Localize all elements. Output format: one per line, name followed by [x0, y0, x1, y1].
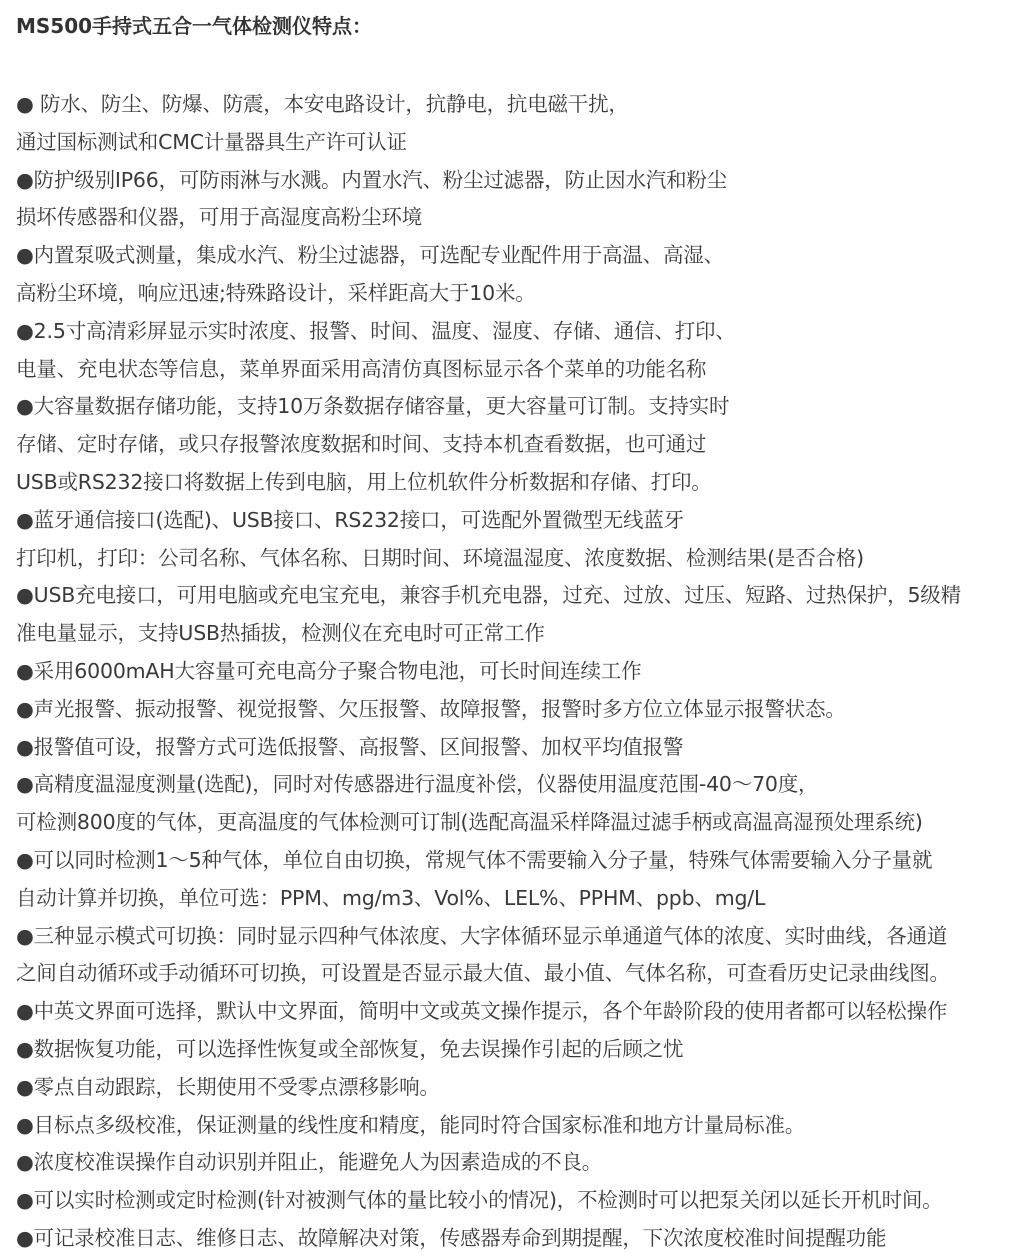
text-line: USB或RS232接口将数据上传到电脑，用上位机软件分析数据和存储、打印。: [16, 469, 712, 494]
text-line: 自动计算并切换，单位可选：PPM、mg/m3、Vol%、LEL%、PPHM、ppb、mg/L: [16, 885, 766, 910]
text-line: 打印机，打印：公司名称、气体名称、日期时间、环境温湿度、浓度数据、检测结果(是否合格): [16, 545, 864, 570]
text-line: ●三种显示模式可切换：同时显示四种气体浓度、大字体循环显示单通道气体的浓度、实时曲线，各通道: [16, 923, 948, 948]
text-line: ●中英文界面可选择，默认中文界面，简明中文或英文操作提示，各个年龄阶段的使用者都可以轻松操作: [16, 999, 948, 1024]
text-line: ●可以实时检测或定时检测(针对被测气体的量比较小的情况)，不检测时可以把泵关闭以延长开机时间。: [16, 1188, 943, 1213]
text-line: ●零点自动跟踪，长期使用不受零点漂移影响。: [16, 1074, 440, 1099]
text-line: 损坏传感器和仪器，可用于高湿度高粉尘环境: [16, 205, 422, 230]
text-line: ●大容量数据存储功能，支持10万条数据存储容量，更大容量可订制。支持实时: [16, 394, 730, 419]
text-line: ●声光报警、振动报警、视觉报警、欠压报警、故障报警，报警时多方位立体显示报警状态。: [16, 696, 846, 721]
text-line: 电量、充电状态等信息，菜单界面采用高清仿真图标显示各个菜单的功能名称: [16, 356, 707, 381]
text-line: ●内置泵吸式测量，集成水汽、粉尘过滤器，可选配专业配件用于高温、高湿、: [16, 243, 724, 268]
text-line: ●可记录校准日志、维修日志、故障解决对策，传感器寿命到期提醒，下次浓度校准时间提醒功能: [16, 1225, 887, 1250]
text-line: ●防护级别IP66，可防雨淋与水溅。内置水汽、粉尘过滤器，防止因水汽和粉尘: [16, 167, 727, 192]
text-line: ●目标点多级校准，保证测量的线性度和精度，能同时符合国家标准和地方计量局标准。: [16, 1112, 806, 1137]
feature-list: [16, 86, 1031, 1258]
text-line: 高粉尘环境，响应迅速;特殊路设计，采样距高大于10米。: [16, 280, 536, 305]
document-title: MS500手持式五合一气体检测仪特点：: [16, 14, 373, 38]
text-line: 通过国标测试和CMC计量器具生产许可认证: [16, 129, 407, 154]
spacer: [16, 42, 1031, 86]
text-line: ●浓度校准误操作自动识别并阻止，能避免人为因素造成的不良。: [16, 1150, 603, 1175]
text-line: 可检测800度的气体，更高温度的气体检测可订制(选配高温采样降温过滤手柄或高温高湿预处理系统): [16, 810, 923, 835]
text-line: ● 防水、防尘、防爆、防震，本安电路设计，抗静电，抗电磁干扰，: [16, 92, 629, 116]
text-line: 之间自动循环或手动循环可切换，可设置是否显示最大值、最小值、气体名称，可查看历史记录曲线图。: [16, 961, 950, 986]
text-line: ●报警值可设，报警方式可选低报警、高报警、区间报警、加权平均值报警: [16, 734, 684, 759]
text-line: ●USB充电接口，可用电脑或充电宝充电，兼容手机充电器，过充、过放、过压、短路、过热保护，5级精: [16, 583, 961, 608]
text-line: ●蓝牙通信接口(选配)、USB接口、RS232接口，可选配外置微型无线蓝牙: [16, 507, 684, 532]
text-line: ●2.5寸高清彩屏显示实时浓度、报警、时间、温度、湿度、存储、通信、打印、: [16, 318, 736, 343]
text-line: ●高精度温湿度测量(选配)，同时对传感器进行温度补偿，仪器使用温度范围-40～70度，: [16, 772, 819, 797]
text-line: ●采用6000mAH大容量可充电高分子聚合物电池，可长时间连续工作: [16, 658, 642, 683]
text-line: ●可以同时检测1～5种气体，单位自由切换，常规气体不需要输入分子量，特殊气体需要输入分子量就: [16, 847, 933, 872]
text-line: ●数据恢复功能，可以选择性恢复或全部恢复，免去误操作引起的后顾之忧: [16, 1036, 684, 1061]
text-line: 存储、定时存储，或只存报警浓度数据和时间、支持本机查看数据，也可通过: [16, 432, 707, 457]
text-line: 准电量显示，支持USB热插拔，检测仪在充电时可正常工作: [16, 621, 545, 646]
